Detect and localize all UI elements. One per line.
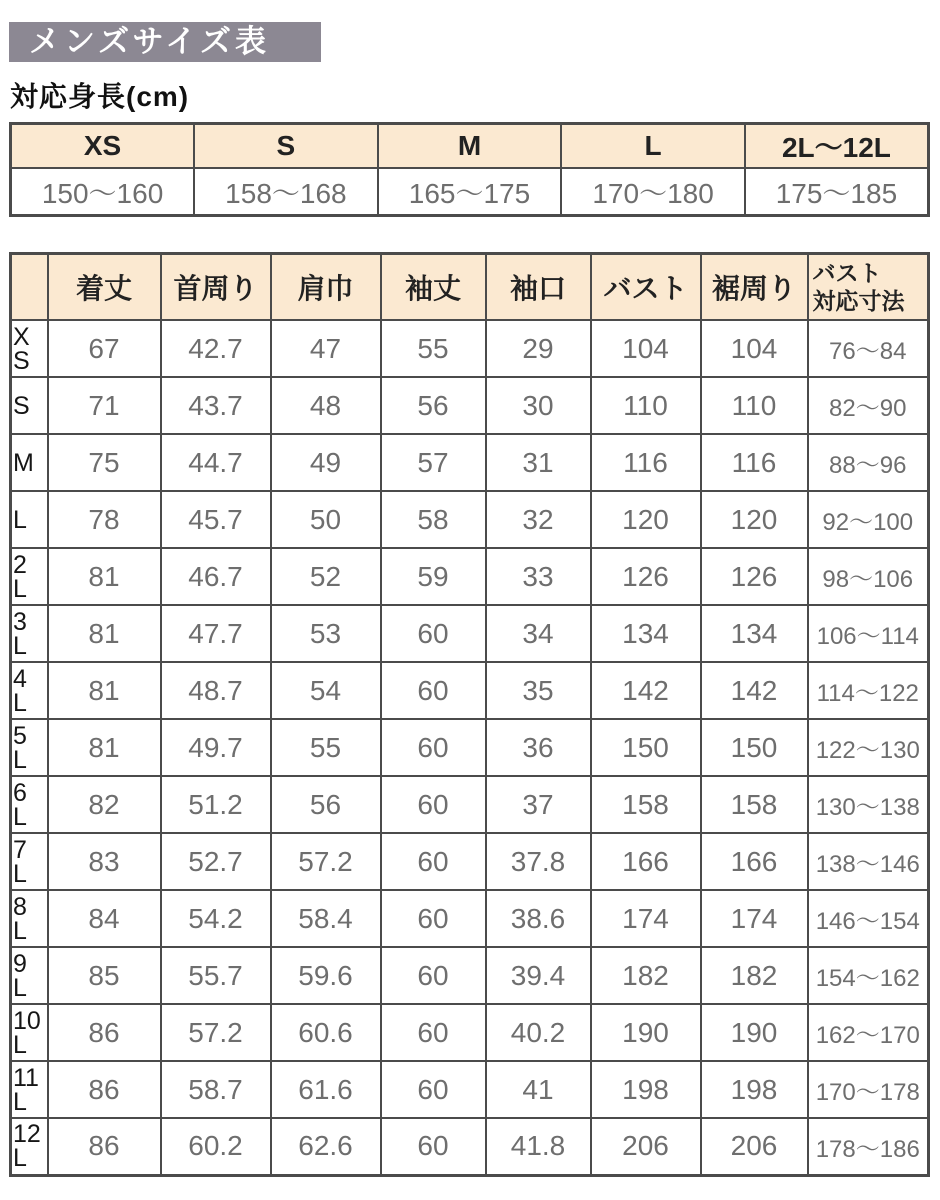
cell-sleeve-length: 60 <box>381 662 486 719</box>
cell-hem: 150 <box>701 719 808 776</box>
cell-bust: 110 <box>591 377 701 434</box>
cell-body-length: 81 <box>48 605 161 662</box>
table-row <box>11 320 929 377</box>
cell-neck: 42.7 <box>161 320 271 377</box>
size-label-line1: L <box>13 505 27 534</box>
height-table-value-row <box>11 168 929 216</box>
cell-cuff: 39.4 <box>486 947 591 1004</box>
size-label-line1: 10 <box>13 1006 41 1035</box>
size-label-line2: L <box>13 802 27 831</box>
cell-bust: 142 <box>591 662 701 719</box>
cell-sleeve-length: 60 <box>381 833 486 890</box>
height-value-l: 170～180 <box>561 168 745 216</box>
height-section-label: 対応身長(cm) <box>10 81 190 112</box>
size-label-line2: L <box>13 973 27 1002</box>
cell-hem: 198 <box>701 1061 808 1118</box>
cell-body-length: 71 <box>48 377 161 434</box>
size-label-line1: 3 <box>13 607 27 636</box>
cell-bust-range: 162～170 <box>808 1004 929 1061</box>
cell-cuff: 41.8 <box>486 1118 591 1175</box>
cell-shoulder: 52 <box>271 548 381 605</box>
cell-neck: 58.7 <box>161 1061 271 1118</box>
table-row <box>11 776 929 833</box>
cell-sleeve-length: 55 <box>381 320 486 377</box>
height-col-xs: XS <box>11 124 195 169</box>
size-label-line1: 11 <box>13 1063 39 1092</box>
cell-bust: 174 <box>591 890 701 947</box>
cell-bust-range: 138～146 <box>808 833 929 890</box>
cell-body-length: 86 <box>48 1004 161 1061</box>
table-row <box>11 1118 929 1175</box>
column-header-shoulder: 肩巾 <box>271 254 381 321</box>
cell-cuff: 37 <box>486 776 591 833</box>
cell-hem: 158 <box>701 776 808 833</box>
cell-cuff: 32 <box>486 491 591 548</box>
cell-bust: 166 <box>591 833 701 890</box>
size-label <box>11 662 48 719</box>
size-label-line1: X <box>13 322 30 351</box>
cell-hem: 116 <box>701 434 808 491</box>
cell-bust: 198 <box>591 1061 701 1118</box>
cell-body-length: 83 <box>48 833 161 890</box>
cell-sleeve-length: 60 <box>381 605 486 662</box>
cell-shoulder: 50 <box>271 491 381 548</box>
cell-neck: 51.2 <box>161 776 271 833</box>
cell-bust-range: 92～100 <box>808 491 929 548</box>
column-header-hem: 裾周り <box>701 254 808 321</box>
table-row <box>11 662 929 719</box>
cell-cuff: 29 <box>486 320 591 377</box>
cell-cuff: 34 <box>486 605 591 662</box>
size-label <box>11 1118 48 1175</box>
cell-sleeve-length: 57 <box>381 434 486 491</box>
cell-shoulder: 56 <box>271 776 381 833</box>
cell-body-length: 85 <box>48 947 161 1004</box>
size-label <box>11 320 48 377</box>
cell-neck: 46.7 <box>161 548 271 605</box>
cell-bust-range: 114～122 <box>808 662 929 719</box>
size-label <box>11 548 48 605</box>
size-label <box>11 1061 48 1118</box>
cell-shoulder: 49 <box>271 434 381 491</box>
size-label <box>11 1004 48 1061</box>
cell-body-length: 67 <box>48 320 161 377</box>
cell-bust: 116 <box>591 434 701 491</box>
cell-cuff: 36 <box>486 719 591 776</box>
table-row <box>11 1004 929 1061</box>
size-label <box>11 491 48 548</box>
cell-shoulder: 59.6 <box>271 947 381 1004</box>
cell-bust-range: 82～90 <box>808 377 929 434</box>
cell-hem: 110 <box>701 377 808 434</box>
cell-shoulder: 47 <box>271 320 381 377</box>
cell-body-length: 75 <box>48 434 161 491</box>
cell-bust-range: 98～106 <box>808 548 929 605</box>
size-table-header-row <box>11 254 929 321</box>
cell-neck: 49.7 <box>161 719 271 776</box>
height-value-m: 165～175 <box>378 168 562 216</box>
cell-bust: 104 <box>591 320 701 377</box>
cell-body-length: 86 <box>48 1061 161 1118</box>
size-label-line2: L <box>13 1030 27 1059</box>
cell-body-length: 84 <box>48 890 161 947</box>
cell-neck: 60.2 <box>161 1118 271 1175</box>
column-header-neck: 首周り <box>161 254 271 321</box>
size-label-line2: L <box>13 1087 27 1116</box>
size-label <box>11 719 48 776</box>
cell-shoulder: 54 <box>271 662 381 719</box>
cell-shoulder: 58.4 <box>271 890 381 947</box>
cell-neck: 44.7 <box>161 434 271 491</box>
size-label-line1: 5 <box>13 721 27 750</box>
table-row <box>11 491 929 548</box>
cell-neck: 54.2 <box>161 890 271 947</box>
cell-sleeve-length: 60 <box>381 719 486 776</box>
cell-bust-range: 146～154 <box>808 890 929 947</box>
cell-neck: 45.7 <box>161 491 271 548</box>
corner-cell <box>11 254 48 321</box>
height-col-2l-12l: 2L～12L <box>745 124 929 169</box>
cell-cuff: 41 <box>486 1061 591 1118</box>
cell-body-length: 86 <box>48 1118 161 1175</box>
cell-sleeve-length: 60 <box>381 1004 486 1061</box>
cell-hem: 182 <box>701 947 808 1004</box>
height-table <box>9 122 930 217</box>
bust-range-header-line2: 対応寸法 <box>812 288 905 314</box>
size-label-line2: S <box>13 346 30 375</box>
cell-sleeve-length: 60 <box>381 1118 486 1175</box>
cell-shoulder: 57.2 <box>271 833 381 890</box>
cell-body-length: 78 <box>48 491 161 548</box>
cell-neck: 57.2 <box>161 1004 271 1061</box>
cell-sleeve-length: 60 <box>381 947 486 1004</box>
cell-neck: 47.7 <box>161 605 271 662</box>
cell-shoulder: 55 <box>271 719 381 776</box>
table-row <box>11 377 929 434</box>
cell-hem: 166 <box>701 833 808 890</box>
cell-cuff: 40.2 <box>486 1004 591 1061</box>
cell-cuff: 38.6 <box>486 890 591 947</box>
table-row <box>11 947 929 1004</box>
cell-body-length: 81 <box>48 548 161 605</box>
cell-hem: 104 <box>701 320 808 377</box>
cell-bust: 206 <box>591 1118 701 1175</box>
size-label-line1: M <box>13 448 34 477</box>
cell-shoulder: 48 <box>271 377 381 434</box>
size-label-line2: L <box>13 916 27 945</box>
cell-cuff: 30 <box>486 377 591 434</box>
height-col-l: L <box>561 124 745 169</box>
size-label-line1: 9 <box>13 949 27 978</box>
table-row <box>11 890 929 947</box>
cell-cuff: 37.8 <box>486 833 591 890</box>
cell-neck: 55.7 <box>161 947 271 1004</box>
cell-bust: 134 <box>591 605 701 662</box>
cell-cuff: 35 <box>486 662 591 719</box>
column-header-body-length: 着丈 <box>48 254 161 321</box>
size-label-line1: 8 <box>13 892 27 921</box>
cell-bust: 150 <box>591 719 701 776</box>
size-label <box>11 833 48 890</box>
cell-hem: 120 <box>701 491 808 548</box>
size-label-line1: 12 <box>13 1120 41 1149</box>
cell-bust: 158 <box>591 776 701 833</box>
cell-cuff: 31 <box>486 434 591 491</box>
height-table-header-row <box>11 124 929 169</box>
size-label <box>11 947 48 1004</box>
table-row <box>11 719 929 776</box>
height-col-m: M <box>378 124 562 169</box>
cell-sleeve-length: 60 <box>381 776 486 833</box>
size-label-line1: 2 <box>13 550 27 579</box>
size-table <box>9 252 930 1177</box>
size-label-line1: 4 <box>13 664 27 693</box>
cell-hem: 190 <box>701 1004 808 1061</box>
cell-hem: 134 <box>701 605 808 662</box>
cell-bust: 126 <box>591 548 701 605</box>
cell-body-length: 81 <box>48 719 161 776</box>
size-label <box>11 890 48 947</box>
size-label <box>11 434 48 491</box>
column-header-sleeve-length: 袖丈 <box>381 254 486 321</box>
cell-neck: 52.7 <box>161 833 271 890</box>
column-header-bust: バスト <box>591 254 701 321</box>
cell-neck: 43.7 <box>161 377 271 434</box>
cell-bust-range: 130～138 <box>808 776 929 833</box>
table-row <box>11 833 929 890</box>
size-label <box>11 776 48 833</box>
size-label-line2: L <box>13 688 27 717</box>
cell-body-length: 81 <box>48 662 161 719</box>
cell-bust-range: 106～114 <box>808 605 929 662</box>
bust-range-header-line1: バスト <box>812 260 882 286</box>
column-header-bust-range <box>808 254 929 321</box>
cell-bust-range: 178～186 <box>808 1118 929 1175</box>
cell-shoulder: 60.6 <box>271 1004 381 1061</box>
size-label-line1: 7 <box>13 835 27 864</box>
table-row <box>11 548 929 605</box>
cell-neck: 48.7 <box>161 662 271 719</box>
cell-hem: 174 <box>701 890 808 947</box>
cell-bust: 182 <box>591 947 701 1004</box>
cell-shoulder: 62.6 <box>271 1118 381 1175</box>
cell-sleeve-length: 56 <box>381 377 486 434</box>
table-row <box>11 605 929 662</box>
cell-bust-range: 76～84 <box>808 320 929 377</box>
cell-bust-range: 122～130 <box>808 719 929 776</box>
page-title <box>9 22 321 62</box>
cell-bust-range: 154～162 <box>808 947 929 1004</box>
cell-sleeve-length: 59 <box>381 548 486 605</box>
size-label-line2: L <box>13 859 27 888</box>
size-label-line2: L <box>13 631 27 660</box>
size-label-line1: S <box>13 391 30 420</box>
cell-sleeve-length: 58 <box>381 491 486 548</box>
cell-sleeve-length: 60 <box>381 890 486 947</box>
table-row <box>11 1061 929 1118</box>
height-value-2l-12l: 175～185 <box>745 168 929 216</box>
size-label <box>11 605 48 662</box>
cell-sleeve-length: 60 <box>381 1061 486 1118</box>
cell-bust-range: 88～96 <box>808 434 929 491</box>
cell-shoulder: 53 <box>271 605 381 662</box>
cell-hem: 206 <box>701 1118 808 1175</box>
cell-bust: 190 <box>591 1004 701 1061</box>
cell-hem: 126 <box>701 548 808 605</box>
height-value-xs: 150～160 <box>11 168 195 216</box>
size-label <box>11 377 48 434</box>
height-col-s: S <box>194 124 378 169</box>
cell-body-length: 82 <box>48 776 161 833</box>
cell-bust-range: 170～178 <box>808 1061 929 1118</box>
table-row <box>11 434 929 491</box>
size-label-line2: L <box>13 1144 27 1173</box>
cell-hem: 142 <box>701 662 808 719</box>
height-value-s: 158～168 <box>194 168 378 216</box>
size-label-line1: 6 <box>13 778 27 807</box>
cell-bust: 120 <box>591 491 701 548</box>
size-label-line2: L <box>13 574 27 603</box>
cell-cuff: 33 <box>486 548 591 605</box>
page-title-text: メンズサイズ表 <box>29 24 270 59</box>
size-label-line2: L <box>13 745 27 774</box>
cell-shoulder: 61.6 <box>271 1061 381 1118</box>
column-header-cuff: 袖口 <box>486 254 591 321</box>
